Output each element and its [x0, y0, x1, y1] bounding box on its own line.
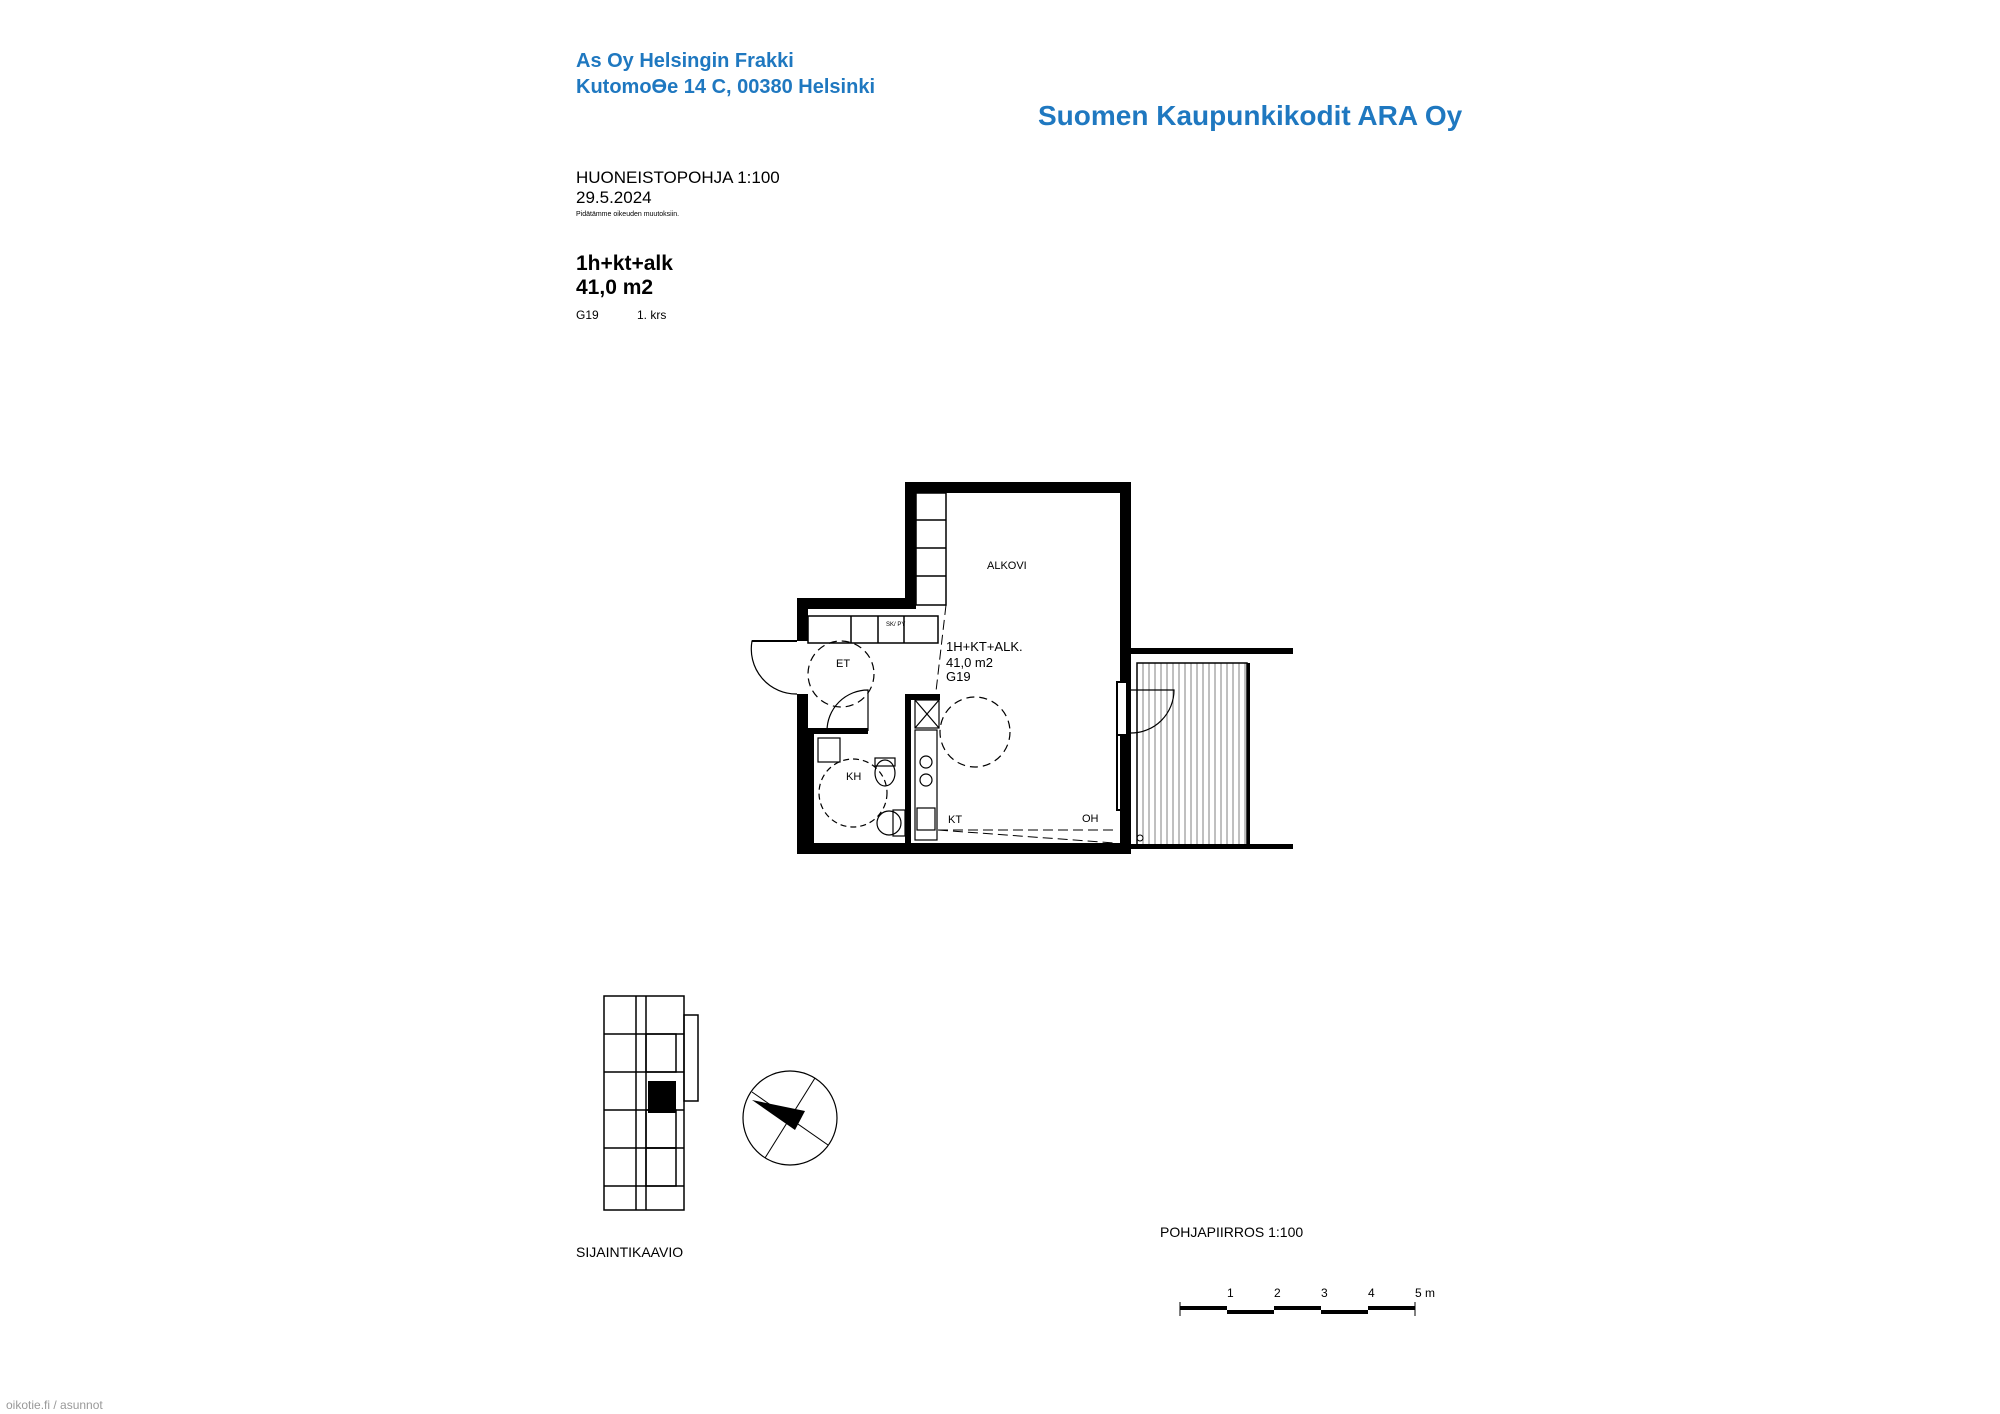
housing-company-name: As Oy Helsingin Frakki [576, 50, 794, 72]
bathroom-door-swing [827, 690, 868, 731]
room-label-apt-area: 41,0 m2 [946, 655, 993, 670]
room-label-apt-code: G19 [946, 669, 971, 684]
scale-tick-2: 2 [1274, 1286, 1281, 1300]
north-arrow-icon [743, 1071, 837, 1165]
balcony [1131, 648, 1293, 849]
site-plan-label: SIJAINTIKAAVIO [576, 1244, 684, 1260]
disclaimer-note: Pidätämme oikeuden muutoksiin. [576, 211, 680, 218]
site-plan-apartment-highlight [648, 1081, 676, 1113]
bathroom-walls [808, 694, 940, 844]
drawing-title: HUONEISTOPOHJA 1:100 [576, 168, 780, 187]
apartment-area: 41,0 m2 [576, 276, 654, 299]
housing-company-address: KutomoӨe 14 C, 00380 Helsinki [576, 76, 876, 98]
room-label-oh: OH [1082, 813, 1099, 825]
apartment-type: 1h+kt+alk [576, 252, 673, 275]
wardrobes-hall [808, 616, 938, 643]
scale-tick-4: 4 [1368, 1286, 1375, 1300]
kitchen-counter [915, 700, 939, 840]
wardrobes-alcove [916, 493, 946, 605]
developer-name: Suomen Kaupunkikodit ARA Oy [1038, 100, 1463, 131]
room-label-et: ET [836, 658, 851, 670]
room-label-kh: KH [846, 771, 862, 783]
drawing-date: 29.5.2024 [576, 188, 652, 207]
apartment-code: G19 [576, 308, 599, 322]
room-label-apt-type: 1H+KT+ALK. [946, 639, 1023, 654]
room-label-kt: KT [948, 814, 963, 826]
scale-title: POHJAPIIRROS 1:100 [1160, 1224, 1304, 1240]
bathroom-fixtures [818, 738, 905, 836]
scale-tick-5: 5 m [1415, 1286, 1436, 1300]
scale-tick-3: 3 [1321, 1286, 1328, 1300]
apartment-floor: 1. krs [637, 308, 667, 322]
scale-tick-1: 1 [1227, 1286, 1234, 1300]
entry-door-swing [751, 641, 797, 694]
watermark: oikotie.fi / asunnot [6, 1398, 103, 1412]
room-label-skpy: SK/ PY [886, 622, 906, 628]
room-label-alkovi: ALKOVI [987, 560, 1027, 572]
scale-bar [1180, 1302, 1415, 1316]
